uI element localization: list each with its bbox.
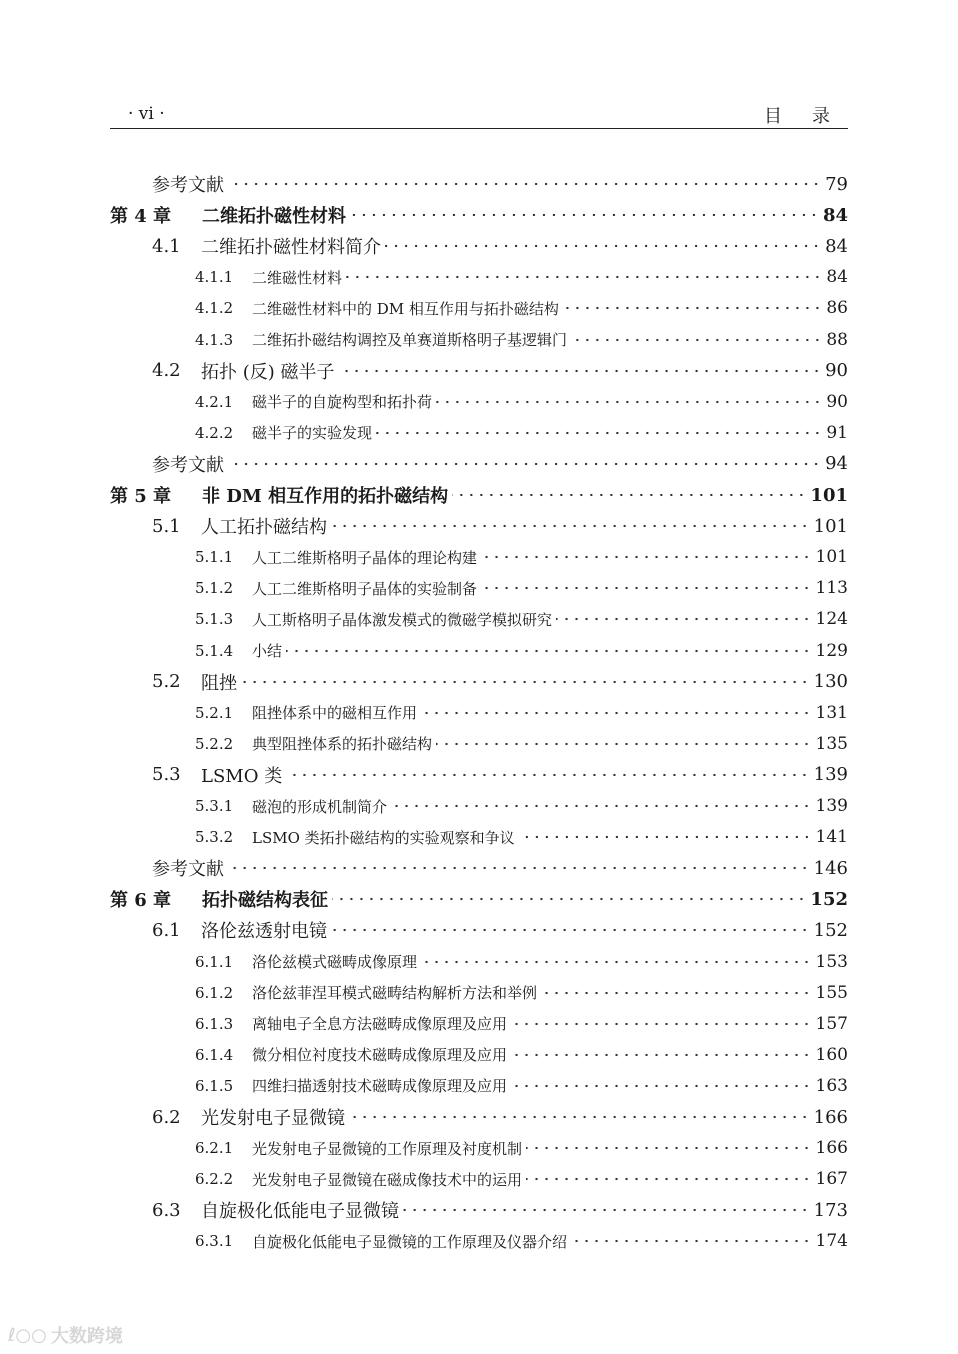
toc-entry-title: 人工斯格明子晶体激发模式的微磁学模拟研究 (252, 610, 553, 629)
toc-subsection-entry[interactable] (195, 636, 848, 666)
toc-entry-title: 四维扫描透射技术磁畴成像原理及应用 (252, 1077, 508, 1096)
toc-entry-title: 二维拓扑磁结构调控及单赛道斯格明子基逻辑门 (252, 331, 568, 349)
toc-entry-number: 6.3 (152, 1199, 181, 1221)
toc-entry-number: 6.1 (152, 919, 181, 941)
toc-section-entry[interactable] (152, 511, 848, 541)
toc-entry-page: 155 (815, 982, 848, 1003)
toc-entry-page: 129 (815, 640, 848, 661)
toc-entry-page: 166 (815, 1138, 848, 1159)
toc-section-entry[interactable] (152, 231, 848, 261)
toc-entry-number: 6.2.1 (195, 1139, 234, 1158)
toc-entry-number: 4.2.2 (195, 423, 234, 442)
dot-leader (526, 1140, 812, 1156)
toc-entry-title: 自旋极化低能电子显微镜 (201, 1201, 399, 1223)
dot-leader (286, 643, 812, 659)
toc-subsection-entry[interactable] (195, 418, 848, 448)
toc-entry-page: 146 (813, 857, 848, 879)
toc-entry-page: 79 (825, 173, 848, 195)
toc-entry-page: 160 (815, 1044, 848, 1065)
toc-subsection-entry[interactable] (195, 1164, 848, 1194)
dot-leader (519, 829, 812, 845)
toc-chapter-entry[interactable] (110, 480, 848, 510)
toc-entry-number: 5.1.1 (195, 548, 234, 567)
page-number: · vi · (128, 104, 165, 124)
toc-section-entry[interactable] (152, 1102, 848, 1132)
toc-entry-page: 157 (815, 1013, 848, 1034)
dot-leader (241, 674, 810, 690)
toc-entry-title: 光发射电子显微镜在磁成像技术中的运用 (252, 1170, 523, 1189)
dot-leader (286, 767, 809, 783)
toc-section-entry[interactable] (152, 915, 848, 945)
dot-leader (571, 1233, 812, 1249)
dot-leader (511, 1047, 812, 1063)
dot-leader (350, 207, 819, 223)
toc-entry-title: 拓扑 (反) 磁半子 (201, 361, 335, 383)
logo-icon: ℓ○○ (8, 1324, 47, 1346)
dot-leader (391, 798, 812, 814)
toc-subsection-entry[interactable] (195, 325, 848, 355)
toc-subsection-entry[interactable] (195, 387, 848, 417)
toc-section-entry[interactable] (152, 356, 848, 386)
toc-entry-page: 174 (815, 1231, 848, 1252)
dot-leader (541, 985, 812, 1001)
dot-leader (228, 176, 821, 192)
toc-entry-page: 88 (826, 329, 848, 350)
toc-entry-title: 磁半子的自旋构型和拓扑荷 (252, 393, 433, 412)
watermark-text: 大数跨境 (50, 1326, 123, 1347)
dot-leader (376, 425, 822, 441)
toc-entry-page: 94 (825, 453, 848, 475)
dot-leader (436, 394, 822, 410)
toc-entry-page: 167 (815, 1169, 848, 1190)
toc-entry-number: 第 4 章 (110, 206, 172, 228)
toc-section-entry[interactable] (152, 667, 848, 697)
toc-entry-title: 离轴电子全息方法磁畴成像原理及应用 (252, 1015, 508, 1034)
toc-entry-number: 第 6 章 (110, 890, 172, 912)
toc-entry-title: 人工二维斯格明子晶体的理论构建 (252, 548, 478, 567)
toc-subsection-entry[interactable] (195, 262, 848, 292)
toc-chapter-entry[interactable] (110, 884, 848, 914)
toc-entry-number: 4.2 (152, 360, 181, 382)
toc-entry-title: 拓扑磁结构表征 (202, 890, 328, 912)
toc-entry-page: 153 (815, 951, 848, 972)
toc-entry-title: 光发射电子显微镜的工作原理及衬度机制 (252, 1139, 523, 1158)
toc-entry-number: 5.2.1 (195, 703, 234, 722)
toc-entry-page: 90 (826, 391, 848, 412)
toc-chapter-entry[interactable] (110, 200, 848, 230)
toc-entry-title: 磁泡的形成机制简介 (252, 797, 388, 816)
toc-entry-page: 101 (810, 484, 848, 506)
toc-entry-page: 139 (815, 796, 848, 816)
dot-leader (481, 549, 812, 565)
toc-entry-title: 非 DM 相互作用的拓扑磁结构 (202, 486, 449, 507)
toc-entry-number: 6.3.1 (195, 1232, 234, 1251)
toc-entry-title: 自旋极化低能电子显微镜的工作原理及仪器介绍 (252, 1232, 568, 1251)
toc-entry-page: 139 (813, 764, 848, 786)
toc-entry-page: 101 (815, 547, 848, 568)
toc-entry-title: 人工二维斯格明子晶体的实验制备 (252, 579, 478, 598)
toc-entry-number: 4.1 (152, 235, 181, 257)
toc-subsection-entry[interactable] (195, 573, 848, 603)
dot-leader (385, 238, 821, 254)
toc-entry-page: 84 (826, 267, 848, 288)
dot-leader (571, 332, 822, 348)
dot-leader (556, 611, 812, 627)
toc-entry-title: 参考文献 (152, 175, 224, 196)
toc-entry-title: 典型阻挫体系的拓扑磁结构 (252, 735, 433, 754)
toc-entry-page: 152 (813, 919, 848, 941)
toc-subsection-entry[interactable] (195, 1133, 848, 1163)
toc-references-entry[interactable] (152, 853, 848, 883)
dot-leader (526, 1171, 812, 1187)
toc-subsection-entry[interactable] (195, 1226, 848, 1256)
toc-entry-number: 6.1.2 (195, 983, 234, 1002)
dot-leader (421, 954, 812, 970)
dot-leader (436, 736, 812, 752)
toc-entry-title: LSMO 类 (201, 765, 283, 787)
toc-subsection-entry[interactable] (195, 1071, 848, 1101)
dot-leader (331, 518, 810, 534)
toc-entry-number: 5.1.2 (195, 579, 234, 598)
toc-entry-page: 173 (813, 1199, 848, 1221)
toc-entry-page: 130 (813, 671, 848, 693)
dot-leader (403, 1202, 810, 1218)
toc-entry-title: 洛伦兹模式磁畴成像原理 (252, 953, 418, 971)
toc-entry-page: 90 (825, 360, 848, 382)
toc-entry-number: 4.1.2 (195, 299, 234, 318)
toc-entry-title: 二维磁性材料中的 DM 相互作用与拓扑磁结构 (252, 299, 559, 318)
toc-entry-number: 4.2.1 (195, 392, 234, 411)
watermark (8, 1322, 123, 1348)
dot-leader (511, 1078, 812, 1094)
toc-entry-number: 6.1.5 (195, 1076, 234, 1095)
running-header (110, 102, 860, 129)
toc-entry-page: 86 (826, 298, 848, 319)
toc-entry-title: 光发射电子显微镜 (201, 1108, 345, 1129)
toc-entry-number: 6.1.1 (195, 952, 234, 971)
toc-entry-page: 152 (810, 888, 848, 910)
toc-entry-title: 洛伦兹菲涅耳模式磁畴结构解析方法和举例 (252, 984, 538, 1003)
dot-leader (481, 580, 812, 596)
toc-entry-page: 91 (826, 422, 848, 443)
toc-entry-page: 124 (815, 609, 848, 630)
toc-entry-number: 4.1.1 (195, 268, 234, 287)
dot-leader (228, 860, 810, 876)
toc-entry-title: 阻挫体系中的磁相互作用 (252, 704, 418, 723)
toc-entry-number: 5.1.3 (195, 610, 234, 629)
toc-entry-number: 6.1.3 (195, 1014, 234, 1033)
toc-entry-title: 参考文献 (152, 859, 224, 881)
toc-entry-page: 101 (813, 515, 848, 537)
toc-subsection-entry[interactable] (195, 293, 848, 323)
toc-entry-title: 小结 (252, 642, 283, 660)
dot-leader (511, 1016, 812, 1032)
toc-references-entry[interactable] (152, 449, 848, 479)
toc-entry-page: 84 (822, 204, 848, 226)
toc-entry-number: 5.1.4 (195, 641, 234, 660)
toc-entry-title: 二维磁性材料 (252, 268, 343, 287)
toc-entry-page: 166 (813, 1106, 848, 1128)
dot-leader (452, 487, 806, 503)
toc-entry-page: 141 (815, 827, 848, 848)
toc-entry-number: 5.3 (152, 764, 181, 786)
toc-entry-page: 84 (825, 235, 848, 257)
toc-entry-number: 5.2 (152, 671, 181, 693)
toc-entry-title: 磁半子的实验发现 (252, 424, 373, 443)
toc-entry-number: 第 5 章 (110, 486, 172, 507)
toc-subsection-entry[interactable] (195, 698, 848, 728)
toc-entry-number: 5.3.1 (195, 797, 234, 815)
toc-entry-title: 洛伦兹透射电镜 (201, 921, 327, 943)
toc-entry-number: 5.1 (152, 515, 181, 537)
dot-leader (228, 456, 821, 472)
toc-entry-title: 微分相位衬度技术磁畴成像原理及应用 (252, 1046, 508, 1065)
toc-entry-number: 6.2.2 (195, 1170, 234, 1189)
toc-section-entry[interactable] (152, 760, 848, 790)
toc-entry-page: 163 (815, 1075, 848, 1096)
toc-entry-title: LSMO 类拓扑磁结构的实验观察和争议 (252, 828, 515, 847)
toc-entry-title: 二维拓扑磁性材料 (202, 206, 346, 228)
toc-subsection-entry[interactable] (195, 947, 848, 977)
dot-leader (349, 1109, 810, 1125)
toc-entry-number: 5.2.2 (195, 734, 234, 753)
toc-entry-title: 参考文献 (152, 454, 224, 476)
toc-entry-title: 人工拓扑磁结构 (201, 517, 327, 539)
toc-references-entry[interactable] (152, 169, 848, 199)
toc-entry-page: 131 (815, 702, 848, 723)
toc-entry-page: 135 (815, 733, 848, 754)
toc-subsection-entry[interactable] (195, 822, 848, 852)
running-title: 目录 (764, 106, 860, 127)
toc-entry-number: 6.1.4 (195, 1045, 234, 1064)
dot-leader (339, 363, 822, 379)
toc-entry-number: 4.1.3 (195, 330, 234, 349)
dot-leader (346, 269, 822, 285)
toc-entry-number: 6.2 (152, 1106, 181, 1128)
toc-section-entry[interactable] (152, 1195, 848, 1225)
dot-leader (421, 705, 812, 721)
toc-entry-number: 5.3.2 (195, 828, 234, 847)
dot-leader (332, 891, 806, 907)
toc-subsection-entry[interactable] (195, 791, 848, 821)
toc-subsection-entry[interactable] (195, 978, 848, 1008)
toc-entry-title: 阻挫 (201, 672, 237, 694)
toc-entry-page: 113 (815, 578, 848, 599)
dot-leader (331, 922, 810, 938)
toc-subsection-entry[interactable] (195, 1009, 848, 1039)
toc-subsection-entry[interactable] (195, 729, 848, 759)
toc-subsection-entry[interactable] (195, 1040, 848, 1070)
toc-subsection-entry[interactable] (195, 542, 848, 572)
dot-leader (563, 300, 822, 316)
toc-subsection-entry[interactable] (195, 604, 848, 634)
toc-entry-title: 二维拓扑磁性材料简介 (201, 237, 381, 259)
